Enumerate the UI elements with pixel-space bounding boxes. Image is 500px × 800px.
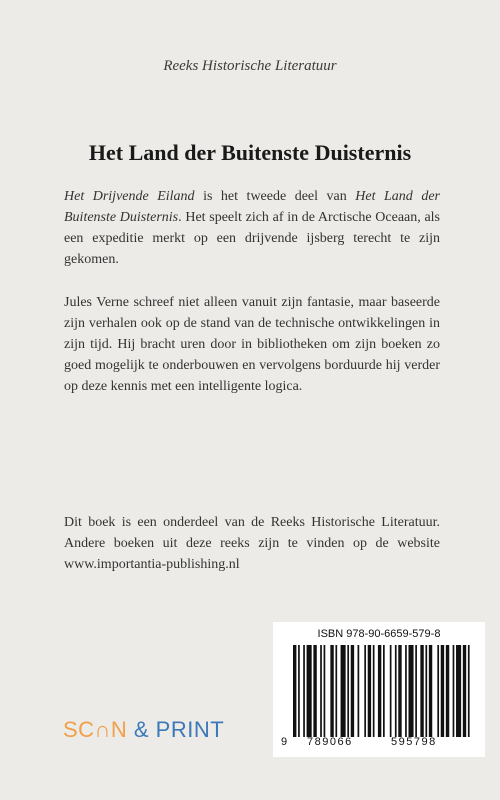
book-name-italic: Het Drijvende Eiland <box>64 189 195 204</box>
isbn-label: ISBN 978-90-6659-579-8 <box>317 628 441 640</box>
barcode-bars <box>293 645 473 737</box>
barcode-bar <box>293 645 296 737</box>
barcode-bar <box>420 645 423 737</box>
barcode-bar <box>364 645 366 737</box>
isbn-barcode <box>273 622 485 757</box>
barcode-digit-first: 9 <box>281 736 288 748</box>
barcode-bar <box>408 645 413 737</box>
barcode-bar <box>324 645 326 737</box>
barcode-bar <box>298 645 300 737</box>
barcode-bar <box>383 645 385 737</box>
paragraph-text: is het tweede deel van <box>194 189 356 204</box>
barcode-bar <box>320 645 322 737</box>
series-info-paragraph: Dit boek is een onderdeel van de Reeks Historische Literatuur. Andere boeken uit deze reeks zijn te vinden op de website www.importantia-publishing.nl <box>64 515 440 572</box>
barcode-digits-right: 595798 <box>391 736 437 748</box>
barcode-bar <box>405 645 407 737</box>
barcode-bar <box>347 645 349 737</box>
book-title: Het Land der Buitenste Duisternis <box>88 140 412 165</box>
barcode-bar <box>373 645 375 737</box>
barcode-bar <box>425 645 427 737</box>
series-name-italic: Het Land der Buitenste Duisternis <box>64 189 440 225</box>
barcode-digits-left: 789066 <box>307 736 353 748</box>
barcode-bar <box>446 645 449 737</box>
logo-scan: SC∩N <box>63 717 128 742</box>
barcode-bar <box>313 645 316 737</box>
barcode-bar <box>463 645 466 737</box>
series-title: Reeks Historische Literatuur <box>163 58 337 74</box>
barcode-bar <box>395 645 397 737</box>
barcode-bar <box>437 645 439 737</box>
paragraph-text: . Het speelt zich af in de Arctische Oceaan, als een expeditie merkt op een drijvende ijsberg terecht te zijn gekomen. <box>64 210 440 267</box>
barcode-bar <box>368 645 371 737</box>
barcode-bar <box>335 645 337 737</box>
barcode-bar <box>351 645 354 737</box>
barcode-bar <box>390 645 392 737</box>
barcode-bar <box>303 645 305 737</box>
description-paragraph-1 <box>64 186 440 270</box>
barcode-bar <box>330 645 333 737</box>
barcode-bar <box>341 645 346 737</box>
barcode-bar <box>378 645 381 737</box>
barcode-bar <box>307 645 312 737</box>
barcode-bar <box>358 645 360 737</box>
barcode-bar <box>453 645 455 737</box>
scan-print-logo <box>63 717 224 743</box>
barcode-bar <box>441 645 444 737</box>
barcode-bar <box>468 645 470 737</box>
barcode-bar <box>398 645 401 737</box>
logo-print: & PRINT <box>127 717 225 742</box>
barcode-bar <box>429 645 432 737</box>
barcode-bar <box>456 645 461 737</box>
description-paragraph-2: Jules Verne schreef niet alleen vanuit zijn fantasie, maar baseerde zijn verhalen ook op de stand van de technische ontwikkelingen in zijn tijd. Hij bracht uren door in bibliotheken om zijn boeken zo goed mogelijk te onderbouwen en vervolgens borduurde hij verder op deze kennis met een intelligente logica. <box>64 295 440 394</box>
barcode-bar <box>415 645 417 737</box>
